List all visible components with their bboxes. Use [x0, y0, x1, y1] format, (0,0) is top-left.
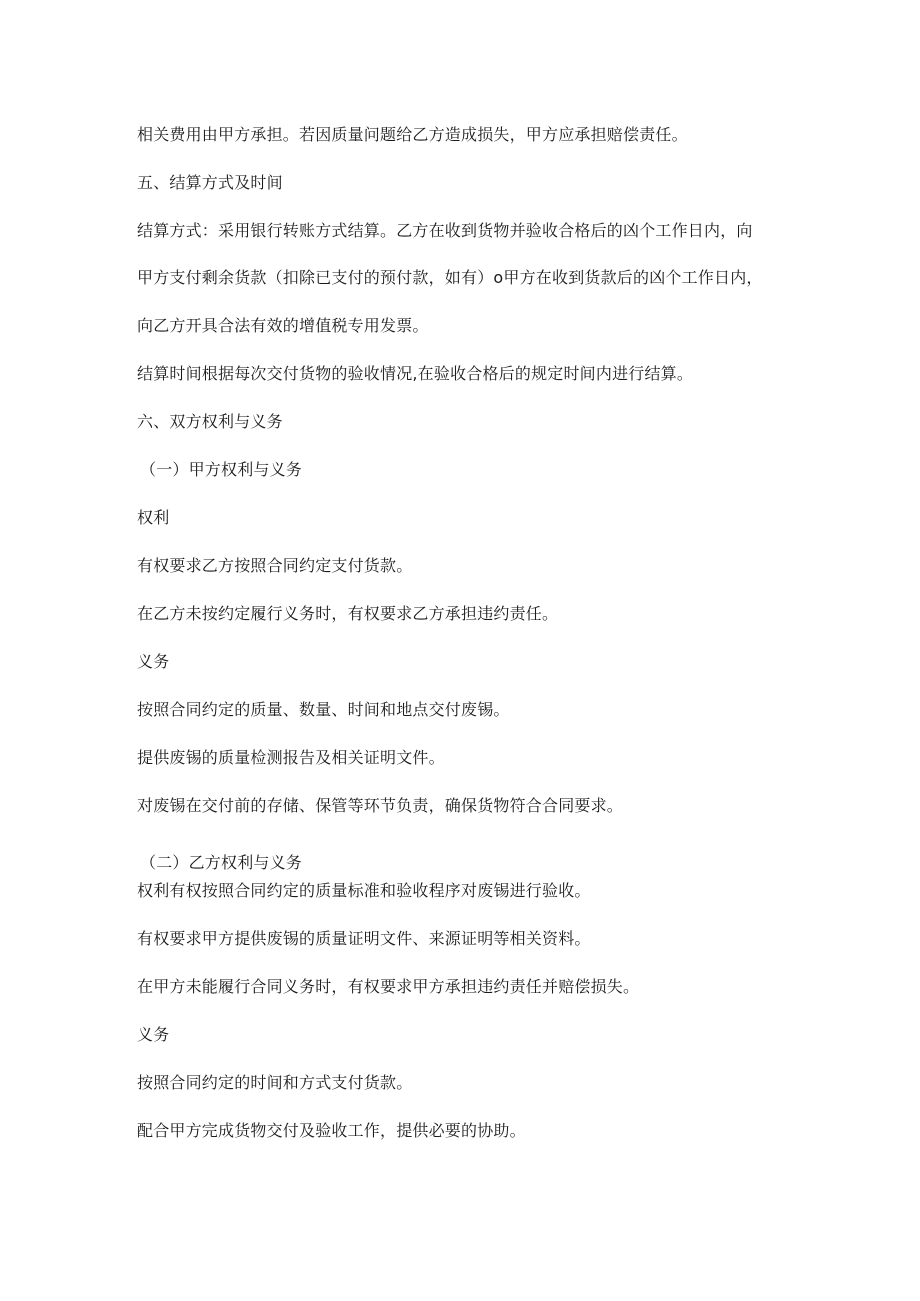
- label-obligations-b: 义务: [137, 1025, 170, 1044]
- paragraph-liability-cost: 相关费用由甲方承担。若因质量问题给乙方造成损失，甲方应承担赔偿责任。: [137, 125, 688, 144]
- paragraph-settlement-method-3: 向乙方开具合法有效的增值税专用发票。: [137, 316, 429, 335]
- paragraph-right-b-2: 有权要求甲方提供废锡的质量证明文件、来源证明等相关资料。: [137, 929, 591, 948]
- paragraph-obligation-a-1: 按照合同约定的质量、数量、时间和地点交付废锡。: [137, 700, 510, 719]
- paragraph-obligation-a-3: 对废锡在交付前的存储、保管等环节负责，确保货物符合合同要求。: [137, 796, 624, 815]
- paragraph-right-a-2: 在乙方未按约定履行义务时，有权要求乙方承担违约责任。: [137, 604, 559, 623]
- subsection-heading-party-b: （二）乙方权利与义务: [140, 853, 303, 872]
- section-heading-settlement: 五、结算方式及时间: [137, 173, 283, 192]
- label-obligations-a: 义务: [137, 652, 170, 671]
- paragraph-settlement-method-2: 甲方支付剩余货款（扣除已支付的预付款，如有）o甲方在收到货款后的凶个工作日内，: [137, 268, 763, 287]
- label-rights-a: 权利: [137, 508, 170, 527]
- paragraph-obligation-b-2: 配合甲方完成货物交付及验收工作，提供必要的协助。: [137, 1121, 526, 1140]
- section-heading-rights-obligations: 六、双方权利与义务: [137, 412, 283, 431]
- subsection-heading-party-a: （一）甲方权利与义务: [140, 460, 303, 479]
- paragraph-right-b-1: 权利有权按照合同约定的质量标准和验收程序对废锡进行验收。: [137, 881, 591, 900]
- paragraph-settlement-time: 结算时间根据每次交付货物的验收情况,在验收合格后的规定时间内进行结算。: [137, 364, 694, 383]
- paragraph-right-b-3: 在甲方未能履行合同义务时，有权要求甲方承担违约责任并赔偿损失。: [137, 977, 640, 996]
- paragraph-obligation-b-1: 按照合同约定的时间和方式支付货款。: [137, 1073, 413, 1092]
- paragraph-right-a-1: 有权要求乙方按照合同约定支付货款。: [137, 556, 413, 575]
- paragraph-settlement-method-1: 结算方式：采用银行转账方式结算。乙方在收到货物并验收合格后的凶个工作日内，向: [137, 221, 753, 240]
- paragraph-obligation-a-2: 提供废锡的质量检测报告及相关证明文件。: [137, 748, 445, 767]
